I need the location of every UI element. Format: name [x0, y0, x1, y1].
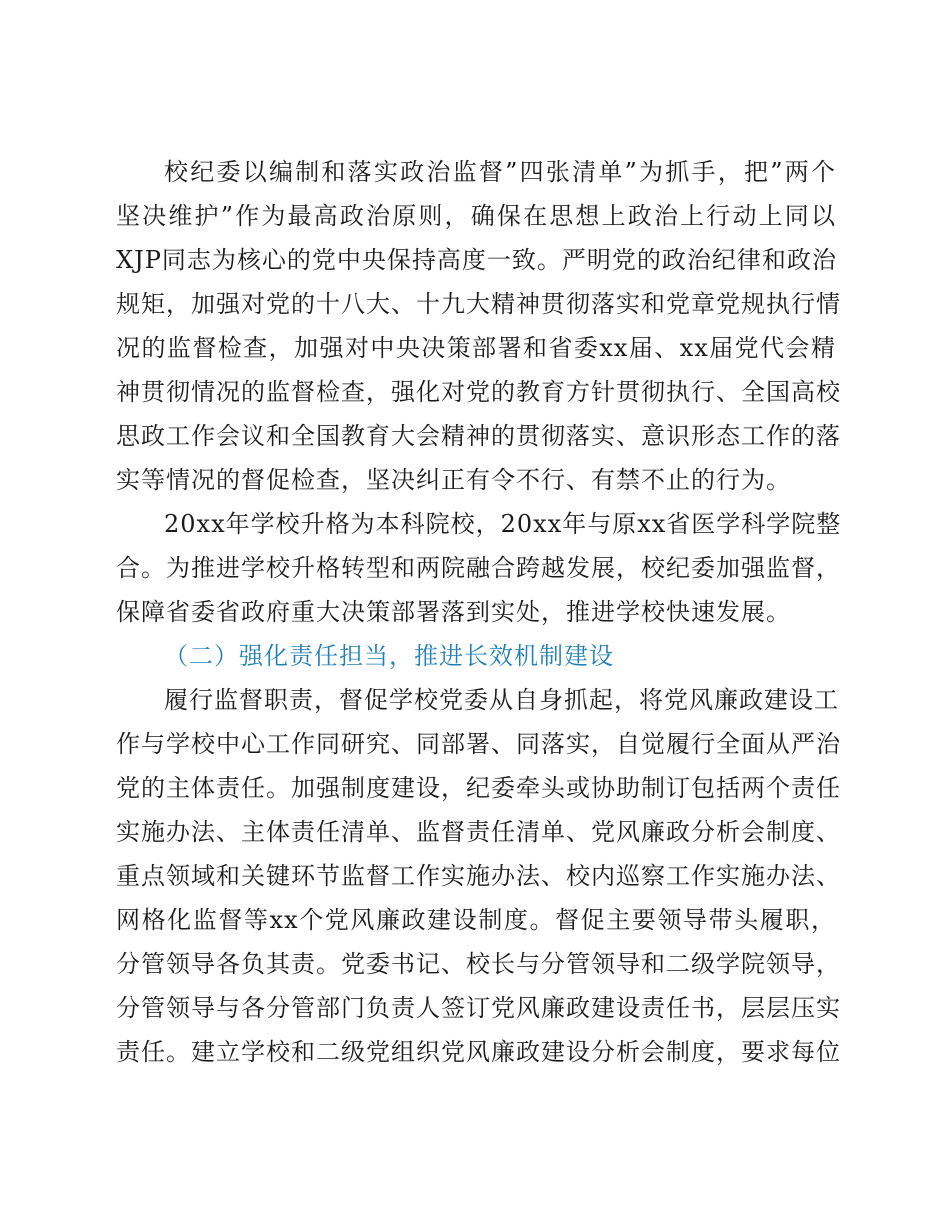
paragraph-3-line-7: 分管领导各负其责。党委书记、校长与分管领导和二级学院领导，: [116, 950, 841, 978]
paragraph-1-line-5: 况的监督检查，加强对中央决策部署和省委xx届、xx届党代会精: [116, 334, 836, 362]
paragraph-1-line-4: 规矩，加强对党的十八大、十九大精神贯彻落实和党章党规执行情: [116, 290, 841, 318]
paragraph-1-line-6: 神贯彻情况的监督检查，强化对党的教育方针贯彻执行、全国高校: [116, 378, 841, 406]
paragraph-3-line-4: 实施办法、主体责任清单、监督责任清单、党风廉政分析会制度、: [116, 818, 841, 846]
paragraph-2-line-2: 合。为推进学校升格转型和两院融合跨越发展，校纪委加强监督，: [116, 554, 841, 582]
paragraph-3-line-9: 责任。建立学校和二级党组织党风廉政建设分析会制度，要求每位: [116, 1038, 841, 1066]
paragraph-2-line-1: 20xx年学校升格为本科院校，20xx年与原xx省医学科学院整: [164, 510, 842, 538]
paragraph-1-line-8: 实等情况的督促检查，坚决纠正有令不行、有禁不止的行为。: [116, 466, 791, 494]
paragraph-3-line-8: 分管领导与各分管部门负责人签订党风廉政建设责任书，层层压实: [116, 994, 841, 1022]
paragraph-3-line-3: 党的主体责任。加强制度建设，纪委牵头或协助制订包括两个责任: [116, 774, 841, 802]
paragraph-1-line-1: 校纪委以编制和落实政治监督”四张清单”为抓手，把”两个: [164, 158, 836, 186]
section-heading: （二）强化责任担当，推进长效机制建设: [164, 642, 614, 670]
paragraph-1-line-7: 思政工作会议和全国教育大会精神的贯彻落实、意识形态工作的落: [116, 422, 841, 450]
paragraph-1-line-3: XJP同志为核心的党中央保持高度一致。严明党的政治纪律和政治: [116, 246, 837, 274]
paragraph-3-line-2: 作与学校中心工作同研究、同部署、同落实，自觉履行全面从严治: [116, 730, 841, 758]
paragraph-1-line-2: 坚决维护”作为最高政治原则，确保在思想上政治上行动上同以: [116, 202, 836, 230]
paragraph-2-line-3: 保障省委省政府重大决策部署落到实处，推进学校快速发展。: [116, 598, 791, 626]
paragraph-3-line-5: 重点领域和关键环节监督工作实施办法、校内巡察工作实施办法、: [116, 862, 841, 890]
paragraph-3-line-6: 网格化监督等xx个党风廉政建设制度。督促主要领导带头履职，: [116, 906, 836, 934]
paragraph-3-line-1: 履行监督职责，督促学校党委从自身抓起，将党风廉政建设工: [164, 686, 839, 714]
